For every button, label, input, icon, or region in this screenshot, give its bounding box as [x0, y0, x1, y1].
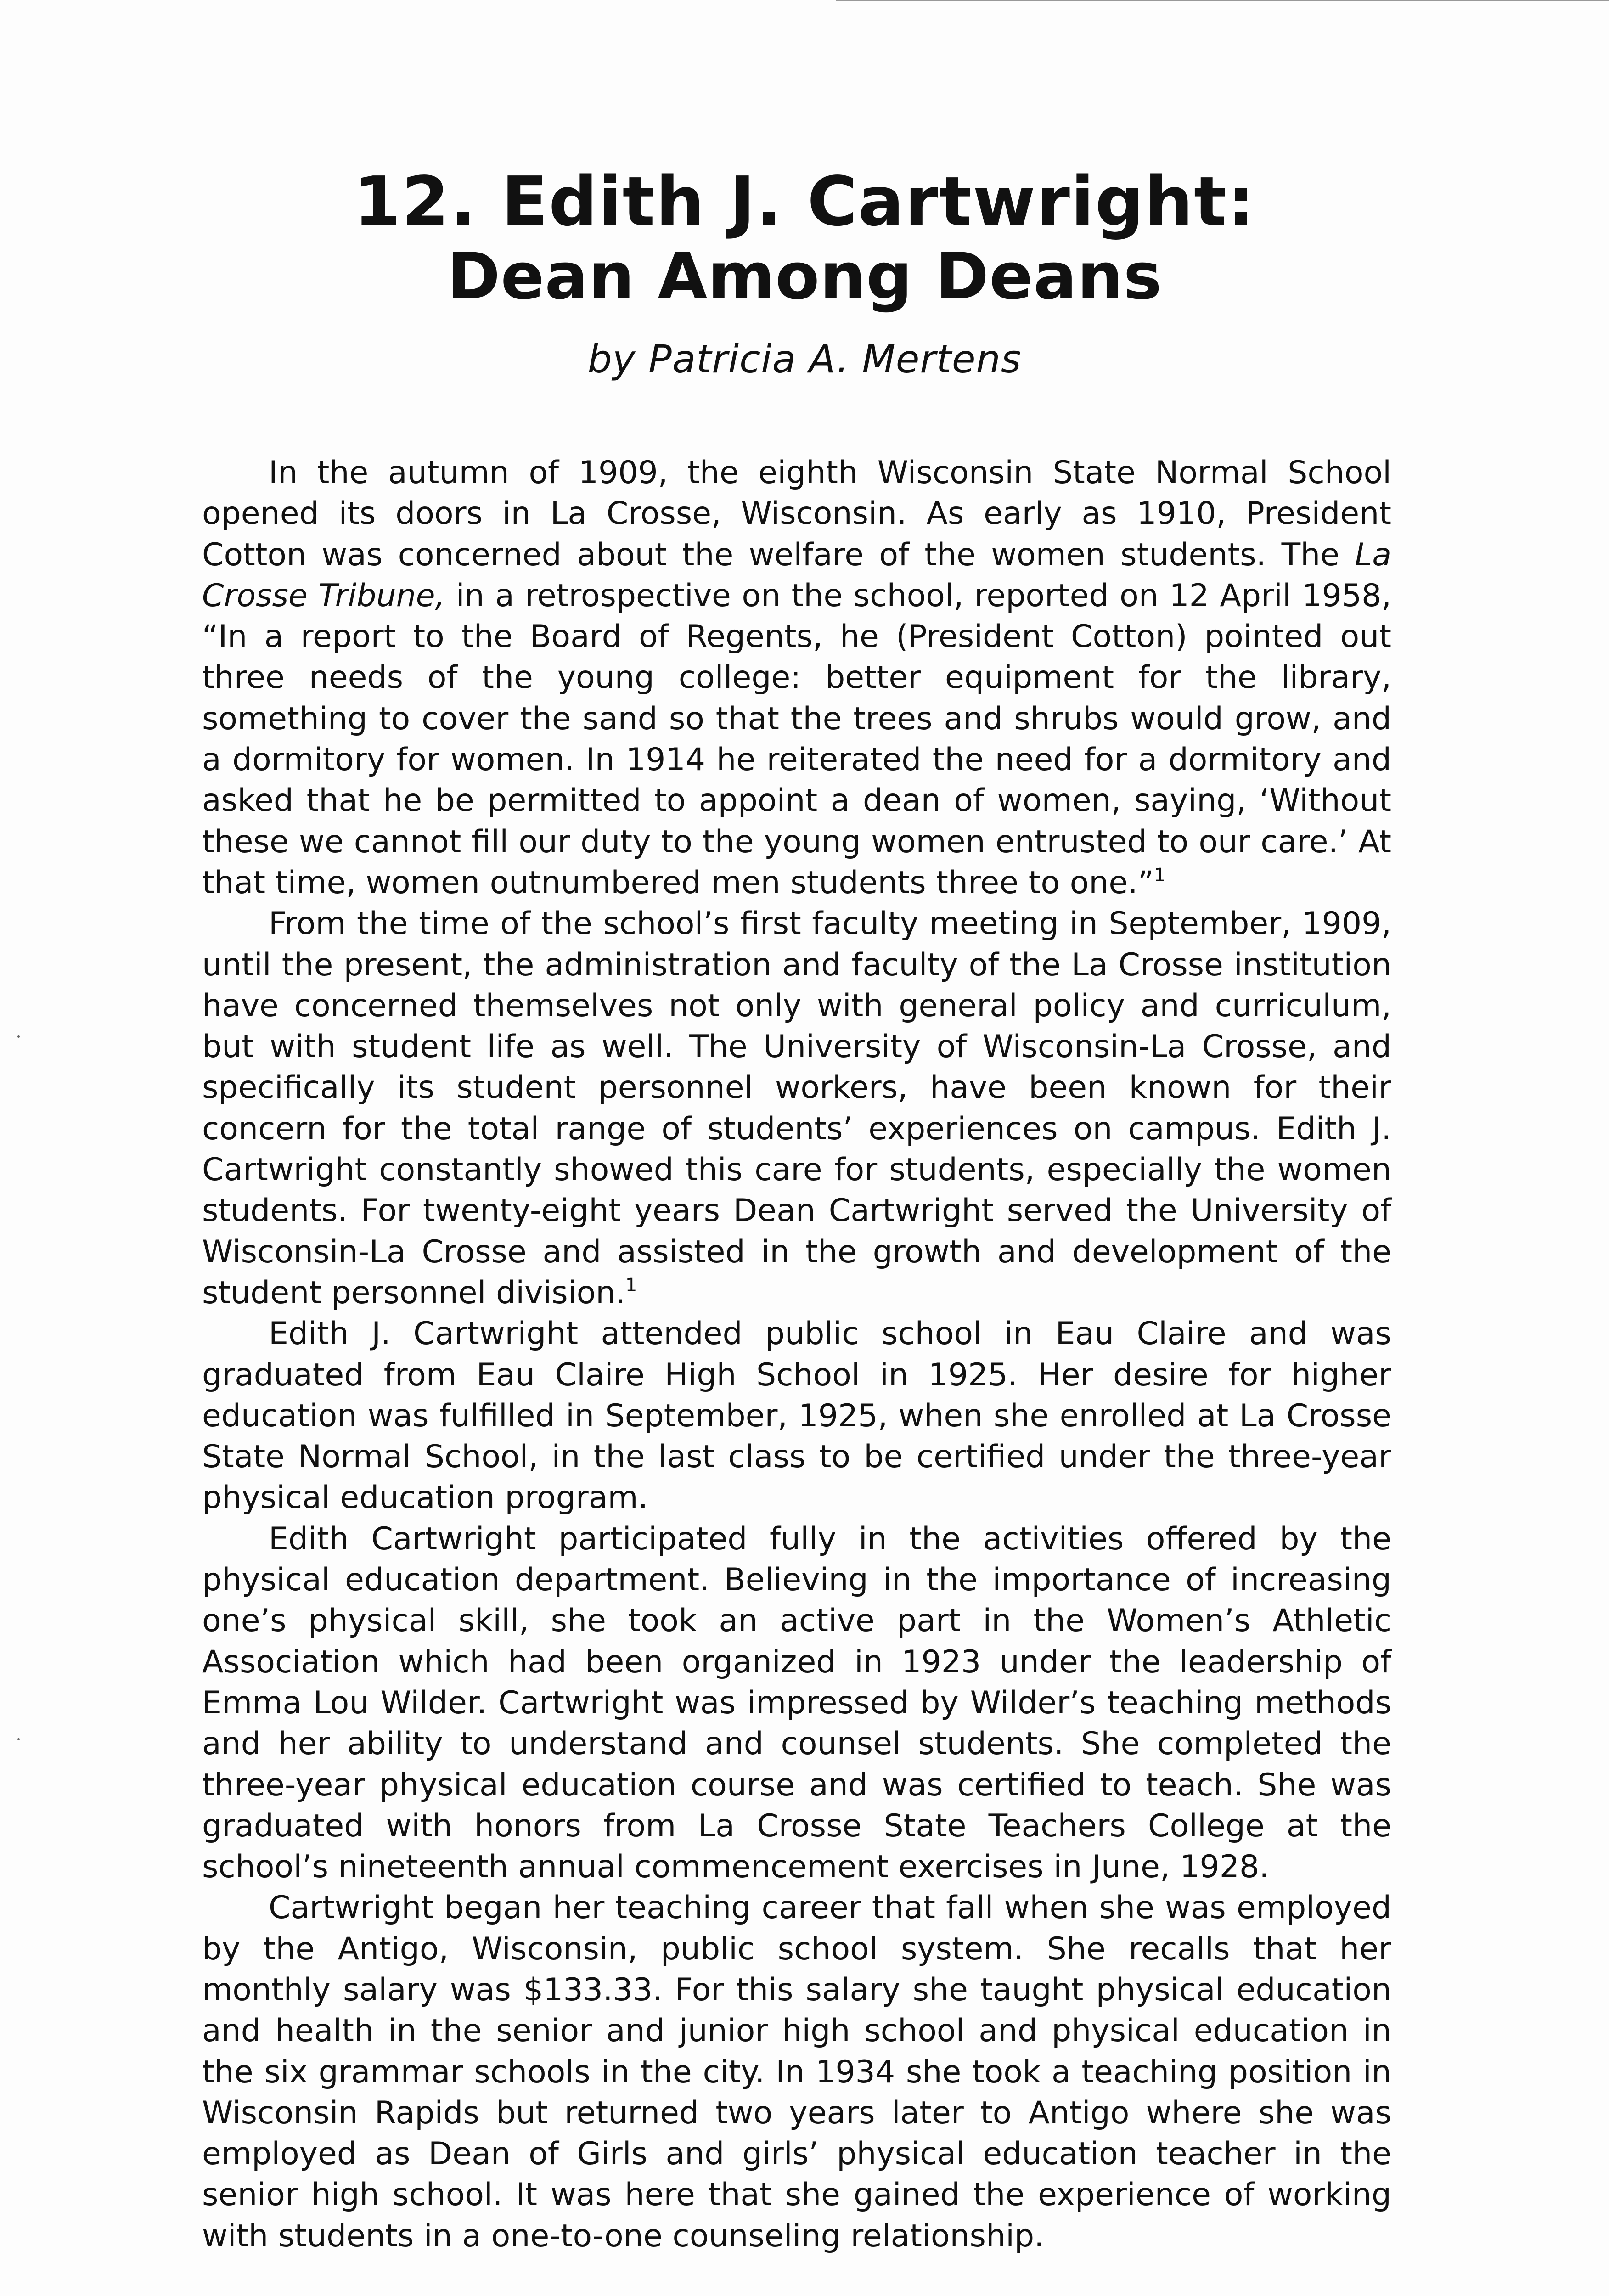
top-edge-rule — [836, 0, 1609, 1]
paragraph-1-text-a: In the autumn of 1909, the eighth Wisconsin State Normal School opened its doors in La Crosse, Wisconsin. As early as 1910, President Cotton was concerned about the welfare of the women students. The — [202, 455, 1391, 573]
paragraph-1 — [202, 452, 1391, 903]
newspaper-title: La Crosse Tribune, — [202, 536, 1391, 614]
article-title-line-2: Dean Among Deans — [447, 239, 1162, 314]
margin-speck — [17, 1738, 20, 1740]
article-heading — [0, 162, 1609, 382]
margin-speck — [17, 1035, 20, 1038]
paragraph-1-text-b: in a retrospective on the school, reported on 12 April 1958, “In a report to the Board of Regents, he (President Cotton) pointed out three needs of the young college: better equipment for the library, something to cover the sand so that the trees and shrubs would grow, and a dormitory for women. In 1914 he reiterated the need for a dormitory and asked that he be permitted to appoint a dean of women, saying, ‘Without these we cannot fill our duty to the young women entrusted to our care.’ At that time, women outnumbered men students three to one.” — [202, 577, 1392, 901]
paragraph-2 — [202, 903, 1391, 1313]
paragraph-2-text: From the time of the school’s first faculty meeting in September, 1909, until the present, the administration and faculty of the La Crosse institution have concerned themselves not only with general policy and curriculum, but with student life as well. The University of Wisconsin-La Crosse, and specifically its student personnel workers, have been known for their concern for the total range of students’ experiences on campus. Edith J. Cartwright constantly showed this care for students, especially the women students. For twenty-eight years Dean Cartwright served the University of Wisconsin-La Crosse and assisted in the growth and development of the student personnel division. — [202, 906, 1391, 1311]
paragraph-5: Cartwright began her teaching career that fall when she was employed by the Antigo, Wisconsin, public school system. She recalls that her monthly salary was $133.33. For this salary she taught physical education and health in the senior and junior high school and physical education in the six grammar schools in the city. In 1934 she took a teaching position in Wisconsin Rapids but returned two years later to Antigo where she was employed as Dean of Girls and girls’ physical education teacher in the senior high school. It was here that she gained the experience of working with students in a one-to-one counseling relationship. — [202, 1890, 1391, 2254]
article-body — [202, 452, 1391, 2257]
footnote-marker: 1 — [1154, 864, 1166, 886]
article-title-line-1: 12. Edith J. Cartwright: — [354, 162, 1255, 241]
paragraph-4: Edith Cartwright participated fully in the activities offered by the physical education department. Believing in the importance of increasing one’s physical skill, she took an active part in the Women’s Athletic Association which had been organized in 1923 under the leadership of Emma Lou Wilder. Cartwright was impressed by Wilder’s teaching methods and her ability to understand and counsel students. She completed the three-year physical education course and was certified to teach. She was graduated with honors from La Crosse State Teachers College at the school’s nineteenth annual commencement exercises in June, 1928. — [202, 1520, 1391, 1885]
paragraph-3: Edith J. Cartwright attended public school in Eau Claire and was graduated from Eau Claire High School in 1925. Her desire for higher education was fulfilled in September, 1925, when she enrolled at La Crosse State Normal School, in the last class to be certified under the three-year physical education program. — [202, 1316, 1391, 1516]
footnote-marker: 1 — [625, 1274, 637, 1296]
article-byline: by Patricia A. Mertens — [587, 337, 1022, 382]
